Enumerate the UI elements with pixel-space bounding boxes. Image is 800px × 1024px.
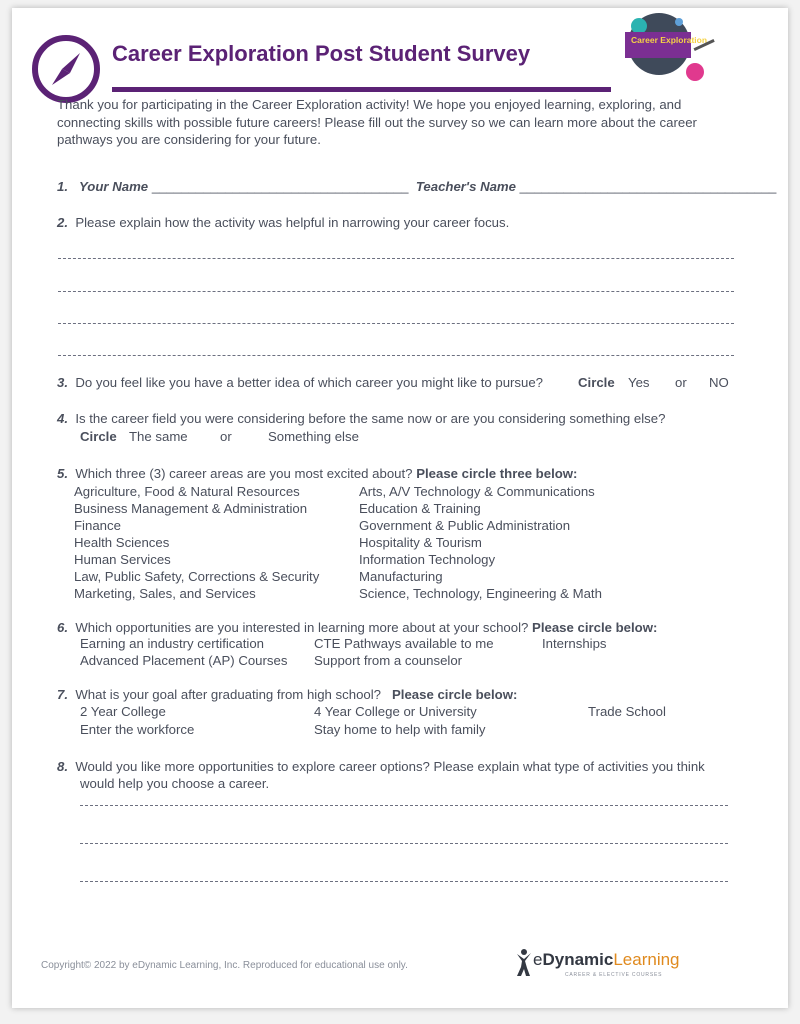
option-cte-pathways[interactable]: CTE Pathways available to me	[314, 636, 494, 651]
circle-label: Circle	[578, 375, 615, 390]
jumping-person-icon	[515, 948, 533, 978]
career-area-option[interactable]: Business Management & Administration	[74, 501, 308, 516]
career-area-option[interactable]: Information Technology	[359, 552, 496, 567]
option-trade-school[interactable]: Trade School	[588, 704, 666, 719]
intro-text: Thank you for participating in the Career Exploration activity! We hope you enjoyed learning, exploring, and connecting skills with possible future careers! Please fill out the survey so we can learn more about the career pathways you are considering for your future.	[57, 97, 697, 147]
career-area-option[interactable]: Manufacturing	[359, 569, 443, 584]
page-title: Career Exploration Post Student Survey	[112, 41, 531, 66]
question-3: 3. Do you feel like you have a better idea of which career you might like to pursue?	[57, 375, 544, 390]
option-no[interactable]: NO	[709, 375, 729, 390]
question-1: 1. Your Name ___________________________________ Teacher's Name ___________________________________	[57, 179, 777, 194]
answer-line[interactable]	[58, 355, 734, 356]
answer-line[interactable]	[58, 258, 734, 259]
option-enter-workforce[interactable]: Enter the workforce	[80, 722, 195, 737]
circle-label: Circle	[80, 429, 117, 444]
option-the-same[interactable]: The same	[129, 429, 188, 444]
career-area-option[interactable]: Hospitality & Tourism	[359, 535, 482, 550]
edynamic-learning-logo: eDynamicLearning CAREER & ELECTIVE COURSES	[515, 946, 675, 982]
badge-text: Career Exploration	[631, 35, 708, 45]
career-area-list-right	[359, 483, 602, 602]
option-ap-courses[interactable]: Advanced Placement (AP) Courses	[80, 653, 288, 668]
career-area-option[interactable]: Government & Public Administration	[359, 518, 571, 533]
option-yes[interactable]: Yes	[628, 375, 650, 390]
or-text: or	[675, 375, 687, 390]
question-7: 7. What is your goal after graduating from high school? Please circle below:	[57, 687, 518, 702]
option-something-else[interactable]: Something else	[268, 429, 359, 444]
option-stay-home[interactable]: Stay home to help with family	[314, 722, 486, 737]
career-area-option[interactable]: Education & Training	[359, 501, 481, 516]
career-area-option[interactable]: Arts, A/V Technology & Communications	[359, 484, 595, 499]
question-8-continued: would help you choose a career.	[80, 776, 270, 791]
survey-page	[12, 8, 788, 1008]
option-2-year-college[interactable]: 2 Year College	[80, 704, 166, 719]
compass-icon	[30, 33, 102, 105]
career-area-option[interactable]: Human Services	[74, 552, 171, 567]
copyright-text: Copyright© 2022 by eDynamic Learning, Inc. Reproduced for educational use only.	[41, 960, 408, 971]
career-area-option[interactable]: Science, Technology, Engineering & Math	[359, 586, 602, 601]
title-underline	[112, 87, 611, 92]
career-area-option[interactable]: Agriculture, Food & Natural Resources	[74, 484, 300, 499]
option-internships[interactable]: Internships	[542, 636, 607, 651]
option-industry-certification[interactable]: Earning an industry certification	[80, 636, 264, 651]
career-area-option[interactable]: Health Sciences	[74, 535, 170, 550]
answer-line[interactable]	[80, 843, 728, 844]
question-8: 8. Would you like more opportunities to explore career options? Please explain what type of activities you think	[57, 759, 705, 774]
teacher-name-field[interactable]: ___________________________________	[519, 179, 777, 194]
career-area-list-left	[74, 483, 319, 602]
question-6: 6. Which opportunities are you interested in learning more about at your school? Please circle below:	[57, 620, 658, 635]
answer-line[interactable]	[80, 805, 728, 806]
career-exploration-badge	[617, 10, 727, 86]
answer-line[interactable]	[58, 291, 734, 292]
option-counselor-support[interactable]: Support from a counselor	[314, 653, 463, 668]
or-text: or	[220, 429, 232, 444]
your-name-field[interactable]: ___________________________________	[151, 179, 409, 194]
career-area-option[interactable]: Finance	[74, 518, 121, 533]
answer-line[interactable]	[58, 323, 734, 324]
answer-line[interactable]	[80, 881, 728, 882]
option-4-year-college[interactable]: 4 Year College or University	[314, 704, 477, 719]
career-area-option[interactable]: Marketing, Sales, and Services	[74, 586, 256, 601]
question-2: 2. Please explain how the activity was helpful in narrowing your career focus.	[57, 215, 510, 230]
question-5: 5. Which three (3) career areas are you most excited about? Please circle three below:	[57, 466, 578, 481]
career-area-option[interactable]: Law, Public Safety, Corrections & Security	[74, 569, 320, 584]
question-4: 4. Is the career field you were considering before the same now or are you considering something else?	[57, 411, 666, 426]
